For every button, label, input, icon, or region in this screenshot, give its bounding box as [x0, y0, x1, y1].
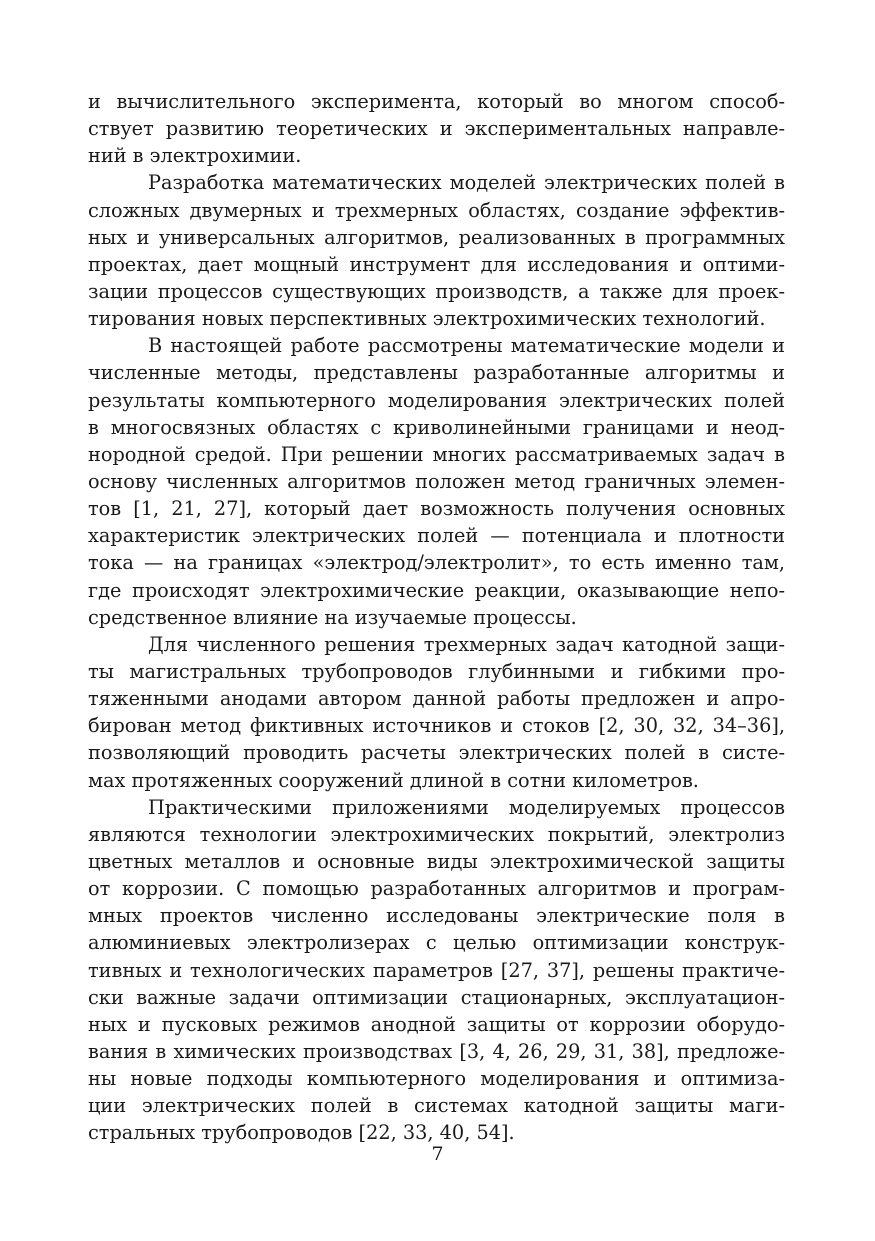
text-line: численные методы, представлены разработанные алгоритмы и	[88, 361, 785, 385]
text-line: в многосвязных областях с криволинейными границами и неод-	[88, 415, 785, 439]
text-line: мах протяженных сооружений длиной в сотни километров.	[88, 768, 699, 792]
paragraph	[88, 794, 785, 1147]
text-line: проектах, дает мощный инструмент для исследования и оптими-	[88, 252, 785, 276]
page-number: 7	[431, 1143, 444, 1165]
text-line: ствует развитию теоретических и экспериментальных направле-	[88, 117, 785, 141]
text-line: где происходят электрохимические реакции, оказывающие непо-	[88, 578, 785, 602]
text-line: алюминиевых электролизерах с целью оптимизации конструк-	[88, 931, 785, 955]
text-line: тов [1, 21, 27], который дает возможность получения основных	[88, 497, 785, 521]
text-line: средственное влияние на изучаемые процессы.	[88, 605, 577, 629]
text-line: вания в химических производствах [3, 4, 26, 29, 31, 38], предложе-	[88, 1039, 785, 1063]
text-line: нородной средой. При решении многих рассматриваемых задач в	[88, 442, 785, 466]
text-line: ны новые подходы компьютерного моделирования и оптимиза-	[88, 1067, 785, 1091]
text-line: бирован метод фиктивных источников и стоков [2, 30, 32, 34–36],	[88, 714, 785, 738]
paragraph	[88, 169, 785, 332]
text-line: позволяющий проводить расчеты электрических полей в систе-	[88, 741, 785, 765]
paragraph	[88, 332, 785, 631]
paragraph	[88, 631, 785, 794]
text-line: от коррозии. С помощью разработанных алгоритмов и програм-	[88, 877, 785, 901]
text-line: Практическими приложениями моделируемых процессов	[148, 795, 785, 819]
text-line: и вычислительного эксперимента, который во многом способ-	[88, 90, 785, 113]
text-line: мных проектов численно исследованы электрические поля в	[88, 904, 785, 928]
text-line: тяженными анодами автором данной работы предложен и апро-	[88, 687, 785, 711]
text-line: зации процессов существующих производств, а также для проек-	[88, 279, 785, 303]
text-line: результаты компьютерного моделирования электрических полей	[88, 388, 785, 412]
paragraph	[88, 88, 785, 169]
text-line: ски важные задачи оптимизации стационарных, эксплуатацион-	[88, 985, 785, 1009]
text-line: тивных и технологических параметров [27, 37], решены практиче-	[88, 958, 785, 982]
text-line: тока — на границах «электрод/электролит», то есть именно там,	[88, 551, 785, 575]
text-line: Разработка математических моделей электрических полей в	[148, 171, 785, 195]
text-line: Для численного решения трехмерных задач катодной защи-	[148, 632, 785, 656]
text-line: ты магистральных трубопроводов глубинными и гибкими про-	[88, 659, 785, 683]
text-line: основу численных алгоритмов положен метод граничных элемен-	[88, 469, 785, 493]
text-line: характеристик электрических полей — потенциала и плотности	[88, 524, 785, 548]
text-line: ных и пусковых режимов анодной защиты от коррозии оборудо-	[88, 1012, 785, 1036]
text-line: ний в электрохимии.	[88, 144, 302, 168]
text-line: цветных металлов и основные виды электрохимической защиты	[88, 849, 785, 873]
document-page	[88, 88, 785, 1146]
text-line: сложных двумерных и трехмерных областях, создание эффектив-	[88, 198, 785, 222]
text-line: ции электрических полей в системах катодной защиты маги-	[88, 1094, 785, 1118]
text-line: стральных трубопроводов [22, 33, 40, 54].	[88, 1121, 515, 1145]
text-line: В настоящей работе рассмотрены математические модели и	[148, 334, 785, 358]
text-line: ных и универсальных алгоритмов, реализованных в программных	[88, 225, 785, 249]
text-line: тирования новых перспективных электрохимических технологий.	[88, 307, 766, 331]
text-line: являются технологии электрохимических покрытий, электролиз	[88, 822, 785, 846]
